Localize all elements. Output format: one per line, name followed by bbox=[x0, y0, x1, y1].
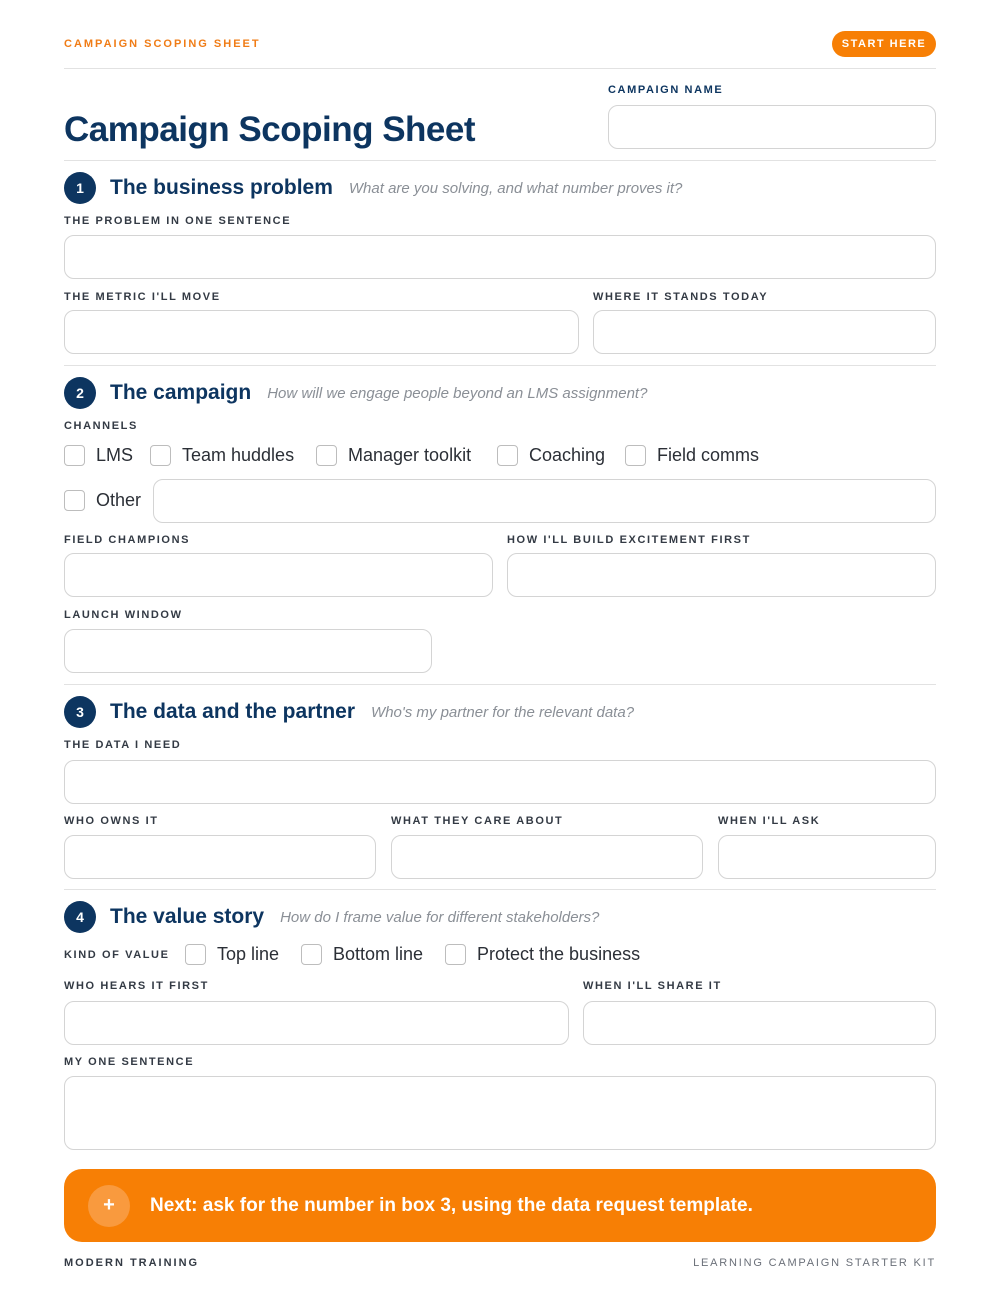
champions-field[interactable] bbox=[64, 553, 493, 597]
plus-icon: + bbox=[88, 1185, 130, 1227]
owner-field[interactable] bbox=[64, 835, 376, 879]
section-subtitle: How do I frame value for different stakeholders? bbox=[280, 908, 600, 926]
value-top-line-checkbox[interactable] bbox=[185, 944, 279, 965]
channel-lms-checkbox[interactable] bbox=[64, 445, 133, 466]
footer-kit-name: LEARNING CAMPAIGN STARTER KIT bbox=[693, 1257, 936, 1269]
problem-field[interactable] bbox=[64, 235, 936, 279]
channel-other-checkbox[interactable] bbox=[64, 490, 141, 511]
section-title: The value story bbox=[110, 905, 265, 928]
other-channel-field[interactable] bbox=[153, 479, 936, 523]
checkbox-box[interactable] bbox=[316, 445, 337, 466]
value-bottom-line-checkbox[interactable] bbox=[301, 944, 423, 965]
section-header bbox=[64, 696, 634, 728]
next-step-text: Next: ask for the number in box 3, using the data request template. bbox=[150, 1194, 753, 1216]
header-kicker: CAMPAIGN SCOPING SHEET bbox=[64, 38, 261, 50]
checkbox-label: Protect the business bbox=[477, 944, 641, 964]
checkbox-box[interactable] bbox=[497, 445, 518, 466]
channel-field-comms-checkbox[interactable] bbox=[625, 445, 759, 466]
care-label: WHAT THEY CARE ABOUT bbox=[391, 815, 564, 827]
footer-brand: MODERN TRAINING bbox=[64, 1257, 200, 1269]
campaign-name-label: CAMPAIGN NAME bbox=[608, 84, 724, 96]
checkbox-label: LMS bbox=[96, 445, 134, 465]
section-value-story bbox=[64, 901, 936, 1151]
problem-label: THE PROBLEM IN ONE SENTENCE bbox=[64, 215, 292, 227]
section-title: The data and the partner bbox=[110, 700, 356, 723]
kind-of-value-label: KIND OF VALUE bbox=[64, 949, 170, 961]
section-data-partner bbox=[64, 696, 936, 890]
start-here-badge[interactable]: START HERE bbox=[832, 31, 936, 57]
section-number-badge: 3 bbox=[64, 696, 96, 728]
campaign-name-field[interactable] bbox=[608, 105, 936, 149]
launch-window-label: LAUNCH WINDOW bbox=[64, 609, 183, 621]
launch-window-field[interactable] bbox=[64, 629, 432, 673]
section-business-problem bbox=[64, 172, 936, 366]
checkbox-box[interactable] bbox=[625, 445, 646, 466]
metric-field[interactable] bbox=[64, 310, 579, 354]
value-protect-business-checkbox[interactable] bbox=[445, 944, 640, 965]
checkbox-box[interactable] bbox=[301, 944, 322, 965]
section-number-badge: 1 bbox=[64, 172, 96, 204]
checkbox-box[interactable] bbox=[185, 944, 206, 965]
hears-first-field[interactable] bbox=[64, 1001, 569, 1045]
checkbox-label: Coaching bbox=[529, 445, 606, 465]
section-subtitle: How will we engage people beyond an LMS assignment? bbox=[267, 384, 648, 402]
today-label: WHERE IT STANDS TODAY bbox=[593, 291, 769, 303]
excitement-label: HOW I'LL BUILD EXCITEMENT FIRST bbox=[507, 534, 751, 546]
care-field[interactable] bbox=[391, 835, 703, 879]
checkbox-box[interactable] bbox=[150, 445, 171, 466]
checkbox-box[interactable] bbox=[64, 445, 85, 466]
section-subtitle: What are you solving, and what number proves it? bbox=[348, 179, 683, 197]
share-field[interactable] bbox=[583, 1001, 936, 1045]
channel-manager-toolkit-checkbox[interactable] bbox=[316, 445, 471, 466]
checkbox-label: Team huddles bbox=[182, 445, 295, 465]
ask-field[interactable] bbox=[718, 835, 936, 879]
checkbox-box[interactable] bbox=[445, 944, 466, 965]
excitement-field[interactable] bbox=[507, 553, 936, 597]
channels-label: CHANNELS bbox=[64, 420, 138, 432]
channel-team-huddles-checkbox[interactable] bbox=[150, 445, 294, 466]
section-number-badge: 2 bbox=[64, 377, 96, 409]
channel-coaching-checkbox[interactable] bbox=[497, 445, 605, 466]
section-header bbox=[64, 901, 599, 933]
owner-label: WHO OWNS IT bbox=[64, 815, 159, 827]
one-sentence-label: MY ONE SENTENCE bbox=[64, 1056, 195, 1068]
section-number-badge: 4 bbox=[64, 901, 96, 933]
top-bar bbox=[64, 31, 936, 69]
checkbox-label: Field comms bbox=[657, 445, 760, 465]
title-row bbox=[64, 70, 936, 161]
checkbox-label: Top line bbox=[217, 944, 280, 964]
metric-label: THE METRIC I'LL MOVE bbox=[64, 291, 221, 303]
one-sentence-field[interactable] bbox=[64, 1076, 936, 1150]
section-title: The campaign bbox=[110, 381, 252, 404]
page-title: Campaign Scoping Sheet bbox=[64, 110, 475, 149]
section-header bbox=[64, 172, 682, 204]
section-header bbox=[64, 377, 647, 409]
share-label: WHEN I'LL SHARE IT bbox=[583, 980, 722, 992]
checkbox-label: Manager toolkit bbox=[348, 445, 472, 465]
data-needed-label: THE DATA I NEED bbox=[64, 739, 182, 751]
section-subtitle: Who's my partner for the relevant data? bbox=[371, 703, 635, 721]
today-field[interactable] bbox=[593, 310, 936, 354]
checkbox-label: Other bbox=[96, 490, 142, 510]
data-needed-field[interactable] bbox=[64, 760, 936, 804]
champions-label: FIELD CHAMPIONS bbox=[64, 534, 191, 546]
section-campaign bbox=[64, 377, 936, 685]
ask-label: WHEN I'LL ASK bbox=[718, 815, 821, 827]
checkbox-box[interactable] bbox=[64, 490, 85, 511]
checkbox-label: Bottom line bbox=[333, 944, 424, 964]
section-title: The business problem bbox=[110, 176, 333, 199]
hears-first-label: WHO HEARS IT FIRST bbox=[64, 980, 209, 992]
next-step-banner bbox=[64, 1169, 936, 1242]
